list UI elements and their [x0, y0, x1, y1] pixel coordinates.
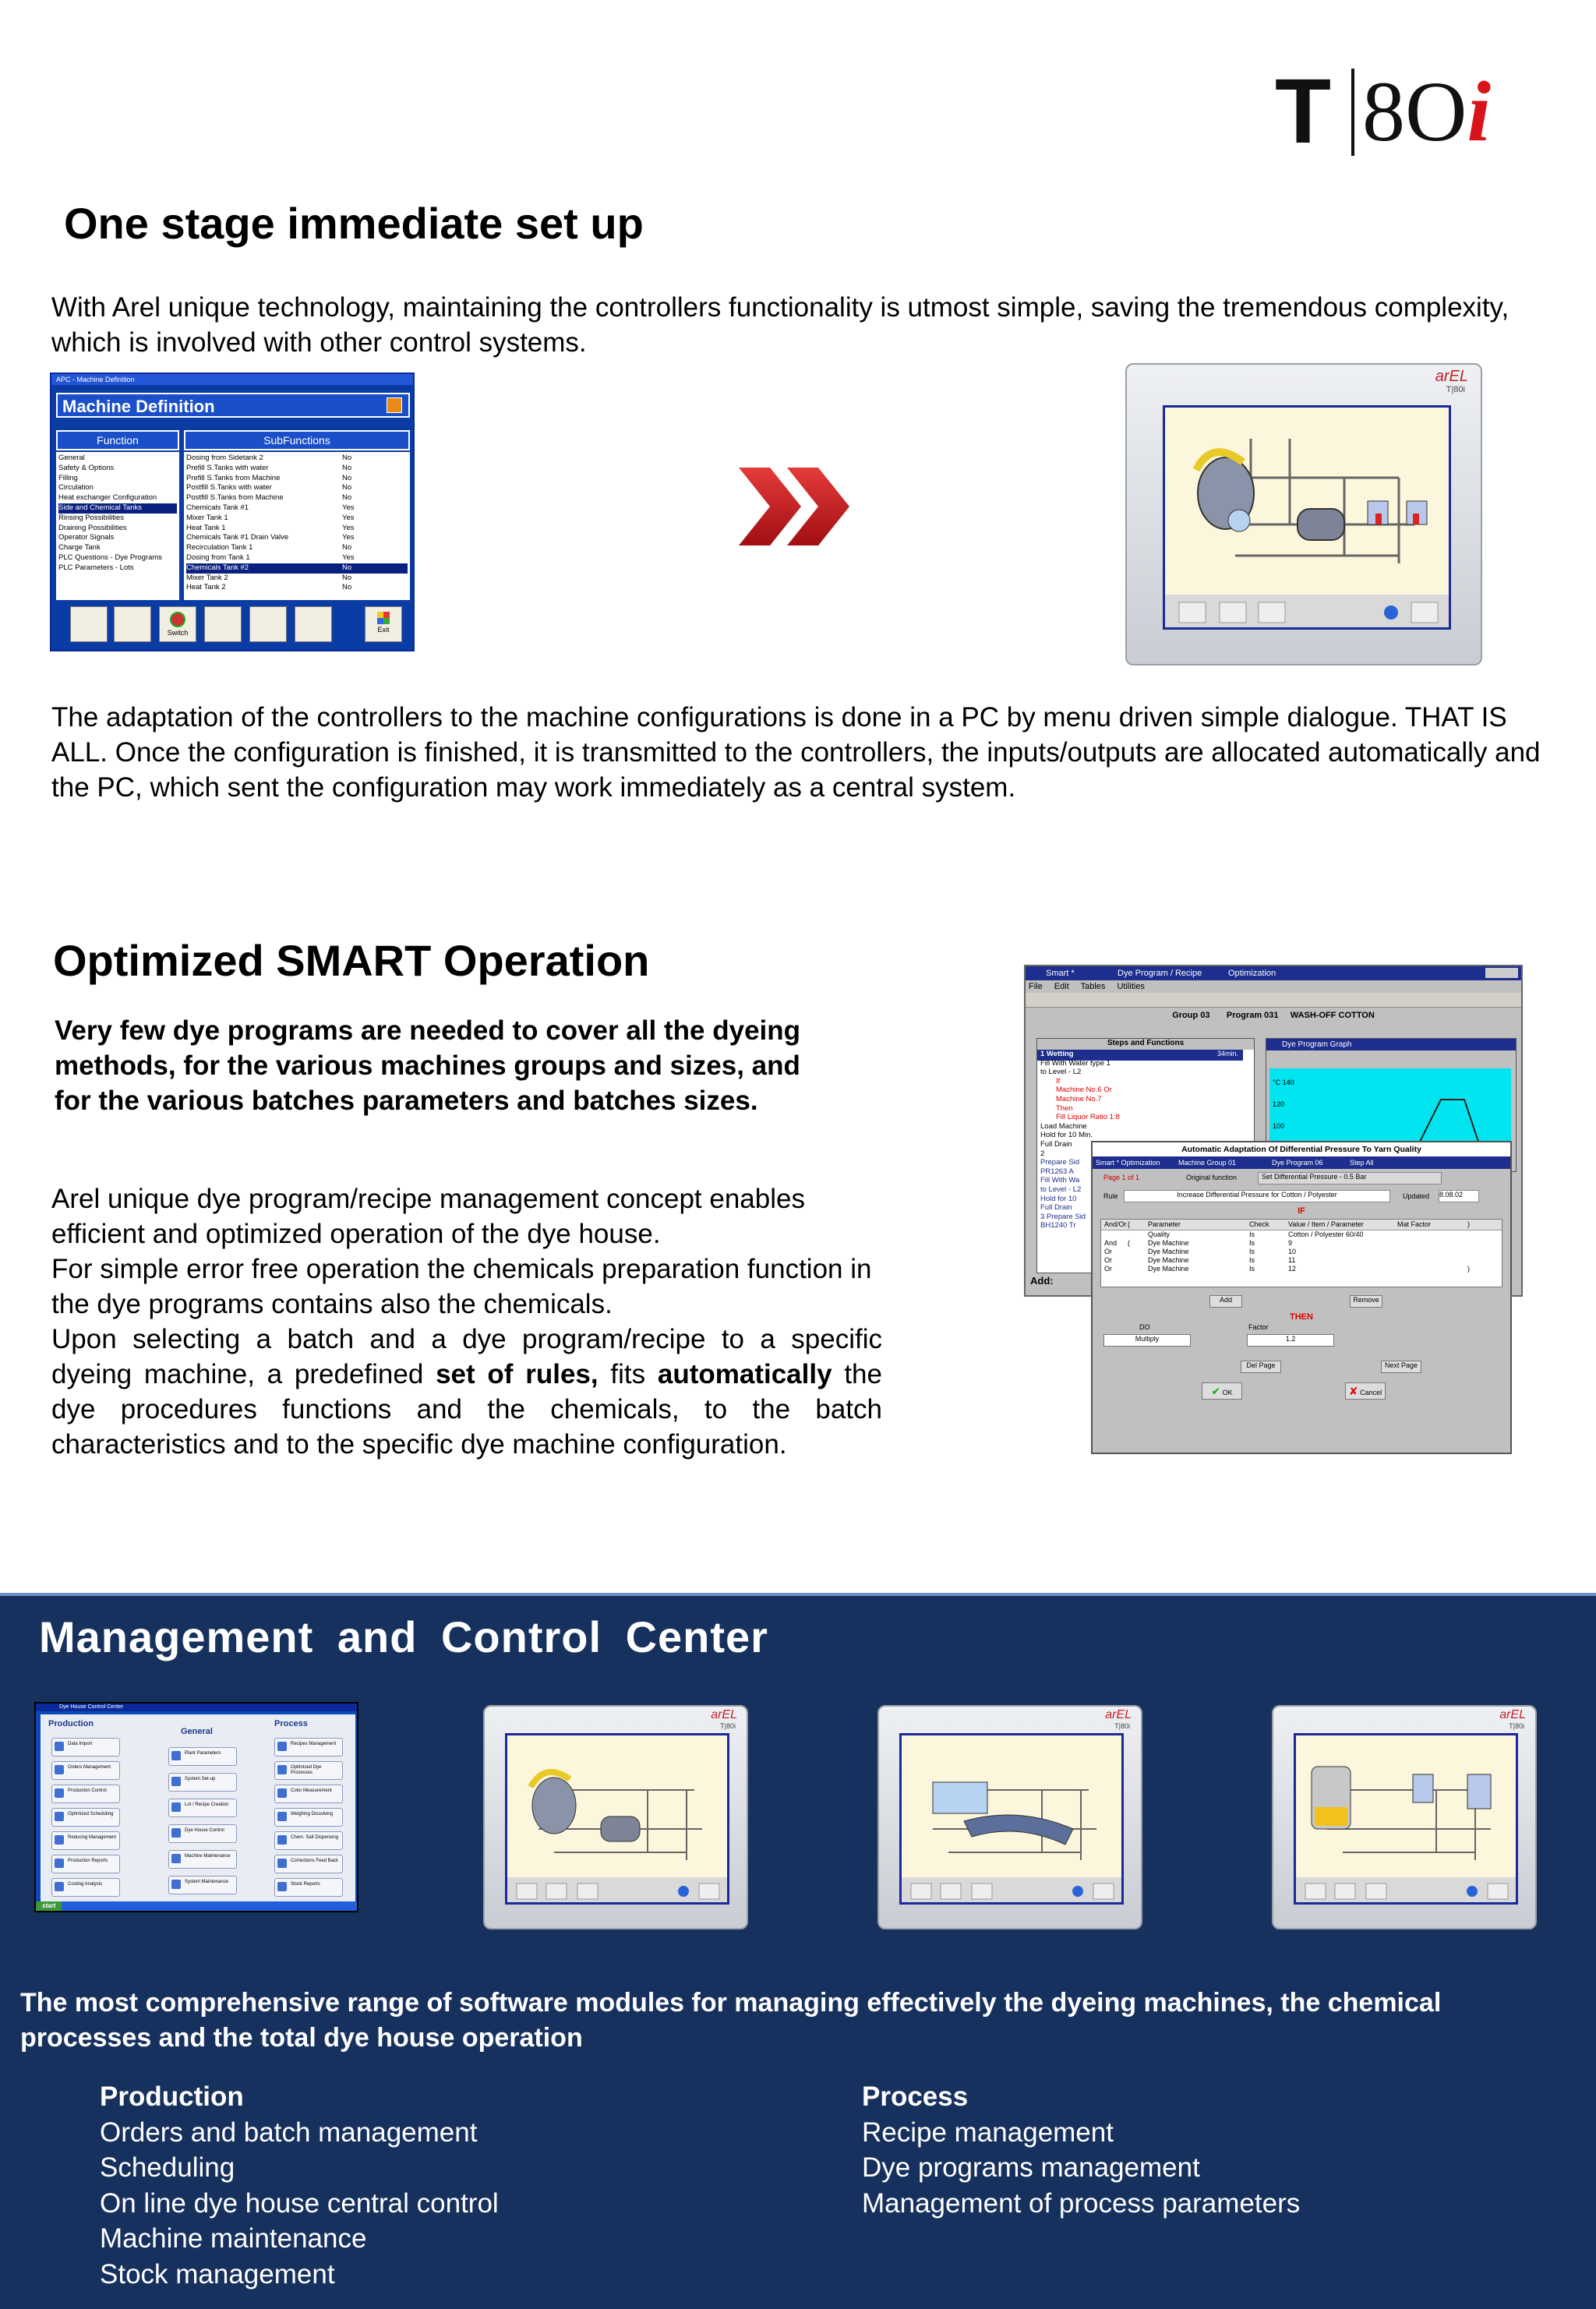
- subfunction-name: Dosing from Sidetank 2: [186, 454, 263, 462]
- subfunction-value: No: [342, 483, 352, 493]
- rule-table-heading: And/Or: [1104, 1220, 1127, 1228]
- function-list-item[interactable]: Operator Signals: [58, 533, 115, 542]
- rule-table-heading: Parameter: [1148, 1220, 1181, 1228]
- factor-select[interactable]: 1.2: [1247, 1334, 1334, 1347]
- steps-header: Steps and Functions: [1037, 1039, 1254, 1050]
- del-page-button[interactable]: Del Page: [1241, 1361, 1281, 1373]
- logo-80i: 8Oi: [1362, 64, 1492, 159]
- menu-file[interactable]: File: [1029, 982, 1043, 991]
- section1-title: One stage immediate set up: [64, 199, 644, 248]
- subfunction-name: Dosing from Tank 1: [186, 553, 250, 562]
- rule-table-cell: Dye Machine: [1148, 1265, 1189, 1273]
- dhcc-module-button[interactable]: [168, 1799, 237, 1817]
- module-label: Recipes Management: [291, 1742, 337, 1746]
- module-icon: [171, 1880, 181, 1889]
- module-label: Chem. Salt Dispensing: [291, 1835, 339, 1840]
- subfunction-value: No: [342, 563, 352, 572]
- adaptation-title: Automatic Adaptation Of Differential Pressure To Yarn Quality: [1093, 1142, 1510, 1156]
- panel-model: T|80i: [1509, 1722, 1524, 1730]
- panel-brand: arEL: [1499, 1708, 1526, 1721]
- rule-table-cell: And: [1104, 1239, 1118, 1247]
- rule-table-cell: Is: [1249, 1230, 1255, 1238]
- production-column: [100, 2079, 499, 2292]
- dhcc-module-button[interactable]: [51, 1878, 120, 1897]
- next-page-button[interactable]: Next Page: [1381, 1361, 1421, 1373]
- panel-model: T|80i: [1446, 385, 1465, 394]
- logo-divider: [1351, 69, 1354, 156]
- panel-brand: arEL: [1435, 368, 1468, 385]
- machine-def-header: [56, 393, 410, 418]
- dhcc-module-button[interactable]: [51, 1831, 120, 1850]
- optimization-dialog: [1091, 1141, 1512, 1454]
- module-icon: [55, 1859, 64, 1868]
- module-label: System Maintenance: [185, 1880, 229, 1884]
- rule-table-cell: (: [1128, 1239, 1130, 1247]
- do-label: DO: [1139, 1323, 1150, 1331]
- subfunction-name: Mixer Tank 1: [186, 513, 228, 522]
- menu-edit[interactable]: Edit: [1054, 982, 1069, 991]
- dhcc-module-button[interactable]: [274, 1831, 343, 1850]
- rule-table-header: [1101, 1220, 1502, 1230]
- dhcc-module-button[interactable]: [274, 1738, 343, 1756]
- module-icon: [171, 1751, 181, 1760]
- process-item: Management of process parameters: [862, 2187, 1301, 2219]
- subfunction-name: Mixer Tank 2: [186, 573, 228, 582]
- optimization-titlebar: Smart * Optimization Machine Group 01 Dye Program 06 Step All: [1093, 1156, 1510, 1169]
- add-label: Add:: [1030, 1275, 1054, 1287]
- rule-table-cell: Dye Machine: [1148, 1239, 1189, 1247]
- function-list-item[interactable]: PLC Parameters - Lots: [58, 563, 134, 572]
- module-label: Plant Parameters: [185, 1751, 221, 1756]
- function-header: Function: [56, 430, 179, 450]
- module-icon: [55, 1882, 64, 1891]
- menu-utilities[interactable]: Utilities: [1117, 982, 1145, 991]
- step-line[interactable]: 3 Prepare Sid: [1040, 1212, 1086, 1221]
- rule-table-cell: 9: [1288, 1239, 1293, 1247]
- module-icon: [55, 1788, 64, 1798]
- exit-button[interactable]: Exit: [365, 606, 402, 642]
- windows-flag-icon: [377, 612, 390, 624]
- dhcc-module-button[interactable]: [274, 1785, 343, 1803]
- subfunction-row[interactable]: [186, 533, 408, 543]
- process-item: Recipe management: [862, 2117, 1114, 2148]
- module-label: Dye House Control: [185, 1828, 224, 1833]
- panel-brand: arEL: [1105, 1708, 1132, 1721]
- subfunction-value: No: [342, 583, 352, 592]
- module-icon: [55, 1812, 64, 1821]
- rule-table-cell: Quality: [1148, 1230, 1171, 1238]
- module-label: System Set-up: [185, 1777, 216, 1781]
- smart-toolbar[interactable]: [1026, 993, 1521, 1008]
- step-line[interactable]: Then: [1056, 1103, 1073, 1113]
- subfunction-name: Postfill S.Tanks with water: [186, 483, 272, 493]
- subfunction-row[interactable]: [186, 493, 408, 503]
- management-control-center-section: [0, 1593, 1596, 2309]
- toolbar-blank-button[interactable]: [70, 606, 108, 642]
- subfunction-name: Heat Tank 2: [186, 583, 226, 592]
- t80i-logo: [1275, 61, 1540, 162]
- updated-label: Updated: [1403, 1192, 1430, 1200]
- dhcc-module-button[interactable]: [51, 1738, 120, 1756]
- controller-screen: [899, 1733, 1124, 1905]
- section3-title: Management and Control Center: [39, 1612, 768, 1661]
- then-label: THEN: [1290, 1312, 1313, 1322]
- updated-field: 8.08.02: [1439, 1190, 1479, 1202]
- module-label: Color Measurement: [291, 1788, 332, 1793]
- rule-table-cell: Or: [1104, 1248, 1112, 1255]
- step-line[interactable]: 1 Wetting: [1040, 1050, 1074, 1058]
- subfunction-value: No: [342, 493, 352, 503]
- controller-panel: [1125, 363, 1482, 666]
- dhcc-module-button[interactable]: [274, 1855, 343, 1873]
- rule-table-cell: Dye Machine: [1148, 1256, 1189, 1264]
- dhcc-module-button[interactable]: [168, 1747, 237, 1766]
- machine-schematic: [507, 1735, 727, 1902]
- dhcc-module-button[interactable]: [51, 1855, 120, 1873]
- section2-title: Optimized SMART Operation: [53, 936, 650, 985]
- module-label: Stock Reports: [291, 1882, 320, 1887]
- controller-panel: [483, 1705, 748, 1929]
- rule-table-heading: (: [1128, 1220, 1130, 1228]
- module-label: Reducing Management: [68, 1835, 117, 1840]
- cross-icon: ✘: [1348, 1385, 1358, 1397]
- module-icon: [277, 1859, 287, 1868]
- start-button[interactable]: start: [36, 1901, 62, 1911]
- step-line[interactable]: Prepare Sid: [1040, 1158, 1080, 1167]
- module-icon: [277, 1835, 287, 1845]
- logo-t: T: [1275, 60, 1332, 163]
- machine-def-menu-icon[interactable]: [387, 397, 402, 413]
- panel-brand: arEL: [711, 1708, 737, 1721]
- step-line[interactable]: Fill Liquor Ratio 1:8: [1056, 1113, 1120, 1122]
- function-list-item[interactable]: Charge Tank: [58, 543, 101, 553]
- page-label: Page 1 of 1: [1103, 1174, 1140, 1181]
- controller-screen: [1163, 405, 1451, 630]
- module-label: Data Import: [68, 1742, 93, 1746]
- subfunction-value: No: [342, 573, 352, 582]
- rule-table-cell: Or: [1104, 1256, 1112, 1264]
- function-list-item[interactable]: Filling: [58, 473, 78, 482]
- production-item: Machine maintenance: [100, 2223, 367, 2254]
- subfunction-name: Heat Tank 1: [186, 523, 226, 532]
- module-label: Costing Analysis: [68, 1882, 103, 1887]
- dhcc-module-button[interactable]: [51, 1785, 120, 1803]
- controller-screen: [505, 1733, 729, 1905]
- subfunction-value: Yes: [342, 553, 355, 562]
- dhcc-module-button[interactable]: [168, 1850, 237, 1869]
- subfunctions-list[interactable]: [184, 452, 410, 600]
- module-label: Orders Management: [68, 1765, 111, 1770]
- controller-panel: [1272, 1705, 1537, 1929]
- section2-p1: Arel unique dye program/recipe management concept enables efficient and optimized operation of the dye house.: [51, 1184, 805, 1249]
- subfunction-name: Prefill S.Tanks with water: [186, 463, 269, 472]
- section2-p2: For simple error free operation the chemicals preparation function in the dye programs contains also the chemicals.: [51, 1254, 872, 1319]
- step-line[interactable]: to Level - L2: [1040, 1068, 1082, 1077]
- step-line[interactable]: Load Machine: [1040, 1121, 1087, 1131]
- rule-table-cell: Is: [1249, 1265, 1255, 1273]
- module-icon: [55, 1835, 64, 1845]
- subfunction-name: Chemicals Tank #1: [186, 503, 249, 512]
- rule-table-heading: Check: [1249, 1220, 1269, 1228]
- toolbar-blank-button[interactable]: [114, 606, 151, 642]
- rule-table-row[interactable]: [1101, 1265, 1502, 1273]
- original-function-label: Original function: [1186, 1174, 1238, 1181]
- function-list-item[interactable]: Draining Possibilities: [58, 523, 127, 532]
- toolbar-blank-button[interactable]: [204, 606, 242, 642]
- function-list-item[interactable]: Circulation: [58, 483, 94, 493]
- rule-table-heading: Mat Factor: [1397, 1220, 1432, 1228]
- step-line[interactable]: Hold for 10: [1040, 1194, 1077, 1203]
- smart-titlebar: Smart * Dye Program / Recipe Optimization: [1026, 966, 1521, 980]
- rule-table-row[interactable]: [1101, 1230, 1502, 1239]
- module-icon: [171, 1777, 181, 1786]
- step-line[interactable]: Fill With Water type 1: [1040, 1058, 1110, 1068]
- subfunction-value: No: [342, 473, 352, 482]
- section2-bold-intro: Very few dye programs are needed to cover all the dyeing methods, for the various machines groups and sizes, and for the various batches parameters and batches sizes.: [55, 1015, 801, 1116]
- step-line[interactable]: Hold for 10 Min.: [1040, 1131, 1093, 1140]
- rule-table-cell: ): [1467, 1265, 1470, 1273]
- rule-field[interactable]: Increase Differential Pressure for Cotton / Polyester: [1124, 1190, 1390, 1202]
- subfunction-row[interactable]: [186, 543, 408, 553]
- machine-schematic: [1296, 1735, 1516, 1902]
- step-line[interactable]: Machine No.7: [1056, 1094, 1102, 1103]
- subfunction-value: Yes: [342, 533, 355, 542]
- dhcc-module-button[interactable]: [168, 1876, 237, 1894]
- function-list-item[interactable]: Rinsing Possibilities: [58, 513, 124, 522]
- function-list-item[interactable]: Side and Chemical Tanks: [58, 503, 177, 514]
- rule-table-row[interactable]: [1101, 1256, 1502, 1265]
- step-line[interactable]: Full Drain: [1040, 1203, 1072, 1213]
- subfunction-row[interactable]: [186, 563, 408, 574]
- production-item: Scheduling: [100, 2152, 235, 2183]
- production-item: Orders and batch management: [100, 2117, 478, 2148]
- module-icon: [277, 1788, 287, 1798]
- subfunction-row[interactable]: [186, 514, 408, 524]
- module-label: Corrections Feed Back: [291, 1859, 339, 1863]
- module-icon: [171, 1828, 181, 1838]
- rule-table-cell: 12: [1288, 1265, 1297, 1273]
- toolbar-blank-button[interactable]: [249, 606, 287, 642]
- function-list[interactable]: [56, 452, 179, 600]
- subfunction-value: Yes: [342, 513, 355, 522]
- subfunction-row[interactable]: [186, 553, 408, 563]
- function-list-item[interactable]: Safety & Options: [58, 463, 115, 472]
- module-icon: [171, 1854, 181, 1863]
- subfunctions-header: SubFunctions: [184, 430, 410, 450]
- section3-lead: The most comprehensive range of software modules for managing effectively the dyeing machines, the chemical processes and the total dye house operation: [20, 1988, 1442, 2053]
- production-header: Production: [100, 2081, 244, 2112]
- rule-table-cell: Cotton / Polyester 60/40: [1288, 1230, 1364, 1238]
- module-label: Weighing Dissolving: [291, 1812, 333, 1816]
- step-line[interactable]: If: [1056, 1076, 1061, 1086]
- process-column: [862, 2079, 1300, 2221]
- rule-table-heading: ): [1467, 1220, 1470, 1228]
- rule-table-cell: Is: [1249, 1239, 1255, 1247]
- rule-table-cell: 11: [1288, 1256, 1296, 1264]
- section2-p3: Upon selecting a batch and a dye program/recipe to a specific dyeing machine, a predefined set of rules, fits automatically the dye procedures functions and the chemicals, to the batch characteristics and to the specific dye machine configuration.: [51, 1324, 882, 1460]
- switch-icon: [170, 612, 185, 627]
- ok-button[interactable]: ✔ OK: [1202, 1382, 1242, 1400]
- production-item: On line dye house central control: [100, 2187, 499, 2219]
- subfunction-row[interactable]: [186, 474, 408, 484]
- subfunction-row[interactable]: [186, 454, 408, 464]
- subfunction-value: Yes: [342, 523, 355, 532]
- module-label: Optimized Scheduling: [68, 1812, 114, 1816]
- window-controls[interactable]: [1485, 968, 1518, 978]
- graph-title: Dye Program Graph: [1266, 1039, 1516, 1050]
- subfunction-row[interactable]: [186, 464, 408, 474]
- rule-label: Rule: [1103, 1192, 1118, 1200]
- rule-table-cell: Or: [1104, 1265, 1112, 1273]
- rule-table-cell: 10: [1288, 1248, 1297, 1255]
- menu-tables[interactable]: Tables: [1080, 982, 1106, 991]
- process-header: Process: [862, 2081, 969, 2112]
- rule-table-row[interactable]: [1101, 1239, 1502, 1248]
- subfunction-value: Yes: [342, 503, 355, 512]
- rule-conditions-table[interactable]: [1100, 1219, 1502, 1287]
- module-label: Production Control: [68, 1788, 107, 1793]
- production-item: Stock management: [100, 2258, 335, 2290]
- function-list-item[interactable]: General: [58, 454, 85, 462]
- machine-schematic: [902, 1735, 1121, 1902]
- module-label: Production Reports: [68, 1859, 108, 1863]
- group-program-bar: Group 03 Program 031 WASH-OFF COTTON: [1172, 1011, 1375, 1020]
- dhcc-module-button[interactable]: [274, 1878, 343, 1897]
- rule-table-cell: Dye Machine: [1148, 1248, 1189, 1255]
- wetting-time: 34min.: [1216, 1050, 1238, 1057]
- module-icon: [277, 1812, 287, 1821]
- panel-model: T|80i: [1114, 1722, 1130, 1730]
- rule-table-cell: Is: [1249, 1256, 1255, 1264]
- subfunction-row[interactable]: [186, 503, 408, 514]
- step-line[interactable]: to Level - L2: [1040, 1185, 1082, 1194]
- process-item: Dye programs management: [862, 2152, 1200, 2183]
- step-line[interactable]: Machine No.6 Or: [1056, 1086, 1112, 1095]
- section1-body: The adaptation of the controllers to the machine configurations is done in a PC by menu driven simple dialogue. THAT IS ALL. Once the configuration is finished, it is transmitted to the controllers, the inputs/outputs are allocated automatically and the PC, which sent the configuration may work immediately as a central system.: [51, 702, 1541, 803]
- step-line[interactable]: BH1240 Tr: [1040, 1221, 1076, 1230]
- module-label: Machine Maintenance: [185, 1854, 231, 1859]
- step-line[interactable]: PR1263 A: [1040, 1167, 1074, 1176]
- subfunction-row[interactable]: [186, 574, 408, 584]
- add-condition-button[interactable]: Add: [1209, 1295, 1242, 1308]
- module-icon: [171, 1802, 181, 1812]
- module-icon: [55, 1765, 64, 1774]
- rule-table-row[interactable]: [1101, 1248, 1502, 1256]
- subfunction-name: Chemicals Tank #1 Drain Valve: [186, 533, 289, 542]
- subfunction-row[interactable]: [186, 483, 408, 493]
- subfunction-value: No: [342, 543, 352, 553]
- machine-def-title: Machine Definition: [62, 397, 215, 416]
- step-line[interactable]: 2: [1040, 1149, 1045, 1158]
- subfunction-row[interactable]: [186, 524, 408, 534]
- dhcc-body: Production General Process Data Import Orders Management Production Control Optimized Scheduling Reducing Management Production Reports Costing Analysis Plant Parameters System Set-up Lot / Recipe Creation Dye House Control Machine Maintenance System Maintenance Recipes Management Optimized Dye Processes Color Measurement Weighing Dissolving Chem. Salt Dispensing Corrections Feed Back Stock Reports: [41, 1714, 355, 1901]
- machine-def-titlebar: APC - Machine Definition: [51, 374, 413, 385]
- subfunction-name: Recirculation Tank 1: [186, 543, 253, 553]
- subfunction-name: Postfill S.Tanks from Machine: [186, 493, 284, 503]
- dhcc-module-button[interactable]: [274, 1808, 343, 1827]
- subfunction-value: No: [342, 463, 352, 472]
- function-list-item[interactable]: PLC Questions - Dye Programs: [58, 553, 163, 562]
- if-label: IF: [1298, 1206, 1305, 1216]
- set-function-field[interactable]: Set Differential Pressure - 0.5 Bar: [1258, 1172, 1442, 1185]
- section2-body: [51, 1181, 882, 1462]
- dhcc-module-button[interactable]: [168, 1824, 237, 1843]
- dhcc-module-button[interactable]: [168, 1773, 237, 1792]
- graph-area: °C 140 120 100: [1269, 1068, 1511, 1168]
- taskbar: [36, 1901, 357, 1911]
- dye-house-control-center-window: [34, 1702, 358, 1912]
- module-label: Lot / Recipe Creation: [185, 1802, 229, 1807]
- rule-table-cell: Is: [1249, 1248, 1255, 1255]
- toolbar-blank-button[interactable]: [295, 606, 332, 642]
- module-icon: [277, 1742, 287, 1751]
- subfunction-name: Prefill S.Tanks from Machine: [186, 473, 281, 482]
- subfunction-value: No: [342, 454, 352, 462]
- section1-intro: With Arel unique technology, maintaining the controllers functionality is utmost simple, saving the tremendous complexity, which is involved with other control systems.: [51, 292, 1509, 358]
- dhcc-titlebar: Dye House Control Center: [36, 1704, 357, 1711]
- controller-panel: [877, 1705, 1142, 1929]
- machine-def-toolbar: [70, 606, 405, 645]
- module-icon: [55, 1742, 64, 1751]
- module-icon: [277, 1882, 287, 1891]
- step-line[interactable]: Fill With Wa: [1040, 1176, 1080, 1185]
- dhcc-module-button[interactable]: [51, 1808, 120, 1827]
- factor-label: Factor: [1248, 1323, 1269, 1331]
- dhcc-module-button[interactable]: [274, 1761, 343, 1780]
- machine-schematic: [1165, 408, 1449, 627]
- do-select[interactable]: Multiply: [1103, 1334, 1191, 1347]
- controller-screen: [1294, 1733, 1518, 1905]
- step-line[interactable]: Full Drain: [1040, 1139, 1072, 1149]
- panel-model: T|80i: [720, 1722, 736, 1730]
- function-list-item[interactable]: Heat exchanger Configuration: [58, 493, 157, 503]
- subfunction-row[interactable]: [186, 583, 408, 593]
- remove-condition-button[interactable]: Remove: [1350, 1295, 1382, 1308]
- switch-button[interactable]: Switch: [159, 606, 196, 642]
- rule-table-heading: Value / Item / Parameter: [1288, 1220, 1364, 1228]
- machine-definition-window: [50, 372, 415, 651]
- module-label: Optimized Dye Processes: [291, 1765, 322, 1775]
- checkmark-icon: ✔: [1211, 1385, 1221, 1397]
- module-icon: [277, 1765, 287, 1774]
- cancel-button[interactable]: ✘ Cancel: [1345, 1382, 1386, 1400]
- dhcc-module-button[interactable]: [51, 1761, 120, 1780]
- double-chevron-arrow-icon: [736, 464, 862, 549]
- smart-menu: [1026, 980, 1521, 993]
- subfunction-name: Chemicals Tank #2: [186, 563, 249, 572]
